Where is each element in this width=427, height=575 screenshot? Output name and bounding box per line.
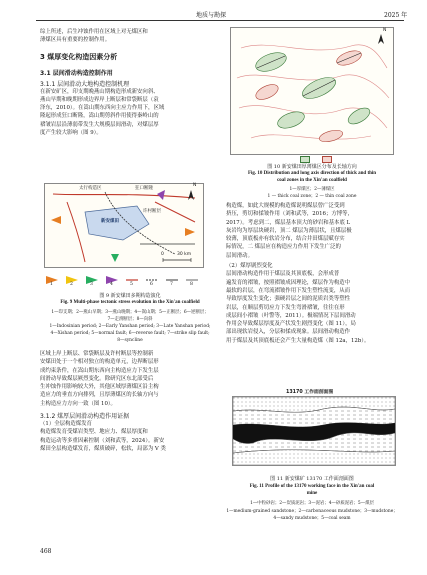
running-header-left: 地质与勘探 [196,12,227,19]
subheading: （1）全层构造煤发育 [40,421,92,428]
figure-10-legend-cn: 1—厚煤区；2—薄煤区 [289,187,335,192]
north-label: N [193,183,197,188]
paragraph-line: 最软的岩层，在弯流褶皱作用下发生塑性流变，从而 [226,287,350,294]
paragraph-line: 燕山早期和晚期形成边界岸上断层和常袋断层（袁 [40,96,159,103]
paragraph-line: 导致厚度发生变化；强硬岩层之间的泥质岩类等塑性 [226,296,350,303]
left-column-lower [40,350,220,453]
section-3-title: 3 煤厚变化构造因素分析 [40,52,118,61]
paragraph-line: 生冲蚀作用影响较大外，其他区域厚薄煤区沿主构 [40,384,159,391]
figure-9-legend-cn: 7—走滑断层；8—向斜 [107,317,153,322]
intro-line: 薄煤区具有重要的控制作用。 [40,37,111,44]
figure-11-caption-cn: 图 11 新安煤矿 13170 工作面剖面图 [270,476,354,482]
left-column [40,28,220,137]
legend-number: 5 [130,282,133,287]
legend-symbols-graphic [44,273,204,287]
paragraph-line: 层间滑动构造作用于煤层及其顶底板，会形成普 [226,271,340,278]
figure-9-caption-cn: 图 9 新安煤田多期构造演化 [99,293,161,299]
paragraph-line: 岩层，在顺层剪切应力下发生弯滑褶皱，往往在形 [226,304,345,311]
paragraph-line: 区域上岸上断层、常袋断层及许村断层等控制新 [40,351,154,357]
legend-number: 1 [50,282,53,287]
section-3-1-title: 3.1 层间滑动构造控制作用 [40,69,113,77]
figure-9-legend-row [44,272,204,286]
header-rule [36,20,404,21]
paragraph-line: 构造煤发育受煤岩类型、地应力、煤层厚度和 [40,429,148,436]
paragraph-line: 隆起形成狂口断隆，嵩山期剪斜作用使得秦岭山的 [40,113,159,120]
figure-11-legend-en: 4—sandy mudstone；5—coal seam [273,516,351,521]
paragraph-line: 间滑动导致煤层厥烈变化。除研究区东北部受后 [40,375,154,382]
map-label-taihang: 太行构造区 [79,186,102,191]
legend-number: 6 [150,282,153,287]
figure-10-caption-en: coal zones in the Xin'an coalfield [277,178,347,183]
figure-9-legend-en: 8—syncline [117,338,143,343]
legend-number: 3 [90,282,93,287]
thin-zone-swatch [322,156,332,163]
paragraph-line: 遍发育的褶皱，按照褶皱成因理论，煤层作为构造中 [226,279,350,286]
figure-11-profile [232,396,396,466]
paragraph-line: 构造煤，如此大规模的构造煤说明煤层曾广泛受到 [226,203,345,209]
figure-11-caption-en: mine [306,491,318,496]
thick-zone-swatch [300,156,310,163]
section-3-1-2-title: 3.1.2 煤厚层间滑动构造作用证据 [40,413,130,421]
figure-9-legend-cn: 1—印支期；2—燕山早期；3—燕山晚期；4—嵩山期；5—正断层；6—逆断层； [51,310,209,315]
intro-line: 综上所述，后生冲蚀作用在区域上对无煤区和 [40,29,148,35]
figure-10-graphic [231,28,393,154]
scale-label: 30 km [177,252,192,257]
figure-9-legend-en: 1—Indosinian period; 2—Early Yanshan period; 3—Late Yanshan period; [49,324,211,329]
paragraph-line: 成层间小褶皱（叶警等，2011）。极端情况下层间滑动 [226,312,356,319]
paragraph-line: 用于煤层及其顶底板还会产生大量构造煤（图 12a，12b）。 [226,337,370,344]
paragraph-line: 褶皱岩层沿薄弱带发生大规模层间滑动，对煤层厚 [40,121,159,128]
paragraph-line: 际情况，二 煤层应在构造应力作用下发生广泛的 [226,244,341,251]
legend-number: 7 [170,282,173,287]
paragraph-line: 度产生较大影响（图 9）。 [40,130,102,137]
figure-9-caption-en: Fig. 9 Multi-phase tectonic stress evolution in the Xin'an coalfield [60,300,200,305]
paragraph-line: 主构造应力方向一致（图 10）。 [40,400,116,407]
paragraph-line: 安煤田处于一个相对独立的构造单元，边界断层形 [40,359,159,366]
map-label-kuangkou: 狂口断隆 [135,186,153,191]
figure-11-legend-cn: 1—中粒砂岩；2—炭质泥岩；3—泥岩；4—砂质泥岩；5—煤层 [250,501,374,506]
paragraph-line: 部出现软岩侵入，分层和揉成现象。层间滑动构造作 [226,329,350,336]
page-number: 468 [40,548,52,555]
paragraph-line: 层间滑动。 [226,252,253,259]
paragraph-line: 2017）。考虑到二，煤层基本顶大的砂岩和基本底 L [226,219,351,226]
right-column-text [226,202,406,345]
figure-11-inner-title: 13170 工作面剖面图 [286,390,334,395]
paragraph-line: 在新安矿区，印支期晚燕山期构造形成新安向斜、 [40,88,159,95]
figure-10-north-label: N [383,28,387,33]
figure-11-graphic [233,397,395,465]
running-header-right: 2025 年 [384,12,408,19]
paragraph-line: 煤田全层构造煤发育，煤质破碎，松软，局部为 V 类 [40,445,166,452]
figure-10-caption-en: Fig. 10 Distribution and long axis direction of thick and thin [247,171,377,176]
paragraph-line: 挤压，剪切和揉皱作用（刘和武等，2016；方博等， [226,211,353,218]
subheading: （2）煤厚剧烈变化 [226,263,273,270]
paragraph-line: 泽东，2010）。在嵩山期东西向主应力作用下，区域 [40,105,165,112]
paragraph-line: 构造运动等多重因素控制（刘和武等，2024）。新安 [40,437,165,444]
figure-11-caption-en: Fig. 11 Profile of the 13170 working face in the Xin'an coal [249,484,375,489]
paragraph-line: 灰岩均为厚层块硬岩，顶二 煤层为薄层状，且煤层极 [226,227,352,234]
figure-9-legend-en: 4—Xishan period; 5—normal fault; 6—reverse fault; 7—strike slip fault; [50,331,210,336]
legend-number: 8 [190,282,193,287]
scale-zero: 0 [161,252,164,257]
figure-10-legend-en: 1 — thick coal zone；2 — thin coal zone [267,194,357,199]
paragraph-line: 成约束条件，在嵩山期东西向主构造应力下发生层 [40,367,159,374]
map-label-xinan-coalfield: 新安煤田 [101,219,119,224]
figure-9-map [44,183,204,268]
legend-number: 2 [70,282,73,287]
paragraph-line: 作用会导致煤层厚度及产状发生剧烈变化（图 11），局 [226,321,356,328]
map-label-xucun: 许村断层 [143,209,161,214]
paragraph-line: 较薄，顶底板亦有软岩分布，结合井田煤层赋存实 [226,236,345,243]
figure-11-legend-en: 1—medium-grained sandstone；2—carbonaceous mudstone；3—mudstone； [226,509,398,514]
paragraph-line: 造应力的垂直方向排列，且厚薄煤区的长轴方向与 [40,392,159,399]
legend-number: 4 [110,282,113,287]
figure-10-caption-cn: 图 10 新安煤田厚薄煤区分布及长轴方向 [267,164,357,170]
figure-10-legend-swatches [300,155,360,163]
figure-10-map [230,27,394,155]
section-3-1-1-title: 3.1.1 层间滑动大地构造控制机理 [40,80,130,88]
